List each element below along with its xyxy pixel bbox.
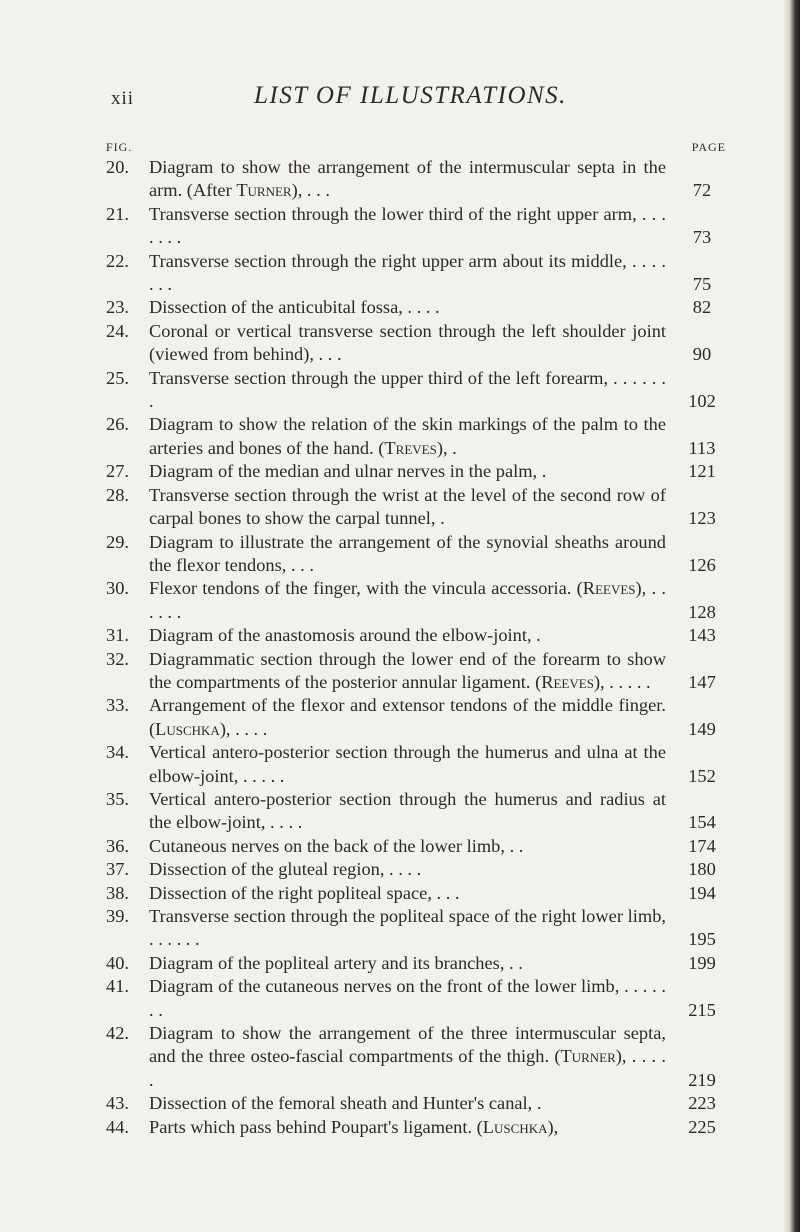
figure-page-number: 219 — [688, 1069, 716, 1090]
list-item — [106, 648, 726, 695]
figure-caption: Diagram of the median and ulnar nerves in the palm, . — [149, 461, 547, 482]
list-item — [106, 975, 726, 1022]
list-item — [106, 531, 726, 578]
figure-caption: Diagrammatic section through the lower end of the forearm to show the compartments of the posterior annular ligament. (Reeves), . . . . . — [149, 648, 666, 692]
figure-caption: Cutaneous nerves on the back of the lower limb, . . — [149, 835, 524, 856]
figure-page-number: 75 — [692, 274, 712, 295]
figure-caption: Transverse section through the lower third of the right upper arm, . . . . . . . — [149, 203, 666, 248]
figure-caption: Diagram to show the relation of the skin markings of the palm to the arteries and bones of the hand. (Treves), . — [149, 414, 666, 458]
figure-caption: Vertical antero-posterior section through the humerus and ulna at the elbow-joint, . . . . . — [149, 742, 666, 786]
list-item — [106, 835, 726, 858]
list-item — [106, 296, 726, 319]
book-spine-edge — [784, 0, 800, 1232]
figure-page-number: 149 — [688, 718, 716, 739]
list-item — [106, 577, 726, 624]
figure-caption: Dissection of the right popliteal space, . . . — [149, 882, 460, 903]
figure-page-number: 195 — [688, 929, 716, 950]
list-item — [106, 1116, 726, 1139]
figure-caption: Transverse section through the upper third of the left forearm, . . . . . . . — [149, 367, 666, 412]
figure-number: 40. — [106, 952, 129, 973]
figure-number: 25. — [106, 367, 129, 388]
figure-number: 37. — [106, 859, 129, 880]
fig-column-heading: FIG. — [106, 140, 133, 154]
figure-page-number: 128 — [688, 601, 716, 622]
figure-caption: Dissection of the gluteal region, . . . . — [149, 859, 422, 880]
figure-caption: Dissection of the femoral sheath and Hunter's canal, . — [149, 1093, 542, 1114]
figure-caption: Diagram of the popliteal artery and its branches, . . — [149, 952, 523, 973]
figure-caption: Transverse section through the popliteal space of the right lower limb, . . . . . . — [149, 906, 666, 950]
figure-number: 24. — [106, 320, 129, 341]
figure-page-number: 102 — [688, 391, 716, 412]
page-column-heading: PAGE — [691, 140, 726, 154]
figure-page-number: 215 — [688, 999, 716, 1020]
figure-number: 39. — [106, 906, 129, 926]
running-title: LIST OF ILLUSTRATIONS. — [254, 82, 567, 109]
figure-number: 32. — [106, 648, 129, 669]
figure-page-number: 147 — [688, 671, 716, 692]
figure-number: 20. — [106, 157, 129, 177]
list-item — [106, 156, 726, 203]
figure-number: 36. — [106, 835, 129, 856]
figure-caption: Vertical antero-posterior section through the humerus and radius at the elbow-joint, . . . . — [149, 788, 666, 833]
page-header — [0, 82, 784, 116]
figure-number: 44. — [106, 1116, 129, 1137]
list-item — [106, 952, 726, 975]
list-item — [106, 460, 726, 483]
figure-number: 31. — [106, 625, 129, 646]
list-item — [106, 694, 726, 741]
figure-number: 43. — [106, 1093, 129, 1114]
figure-caption: Arrangement of the flexor and extensor tendons of the middle finger. (Luschka), . . . . — [149, 695, 666, 739]
figure-page-number: 126 — [688, 554, 716, 575]
list-item — [106, 367, 726, 414]
figure-caption: Transverse section through the right upper arm about its middle, . . . . . . . — [149, 250, 666, 295]
figure-caption: Transverse section through the wrist at the level of the second row of carpal bones to show the carpal tunnel, . — [149, 484, 666, 529]
figure-number: 34. — [106, 742, 129, 763]
figure-caption: Diagram to show the arrangement of the intermuscular septa in the arm. (After Turner), . . . — [149, 157, 666, 201]
figure-page-number: 225 — [688, 1116, 716, 1137]
figure-caption: Coronal or vertical transverse section through the left shoulder joint (viewed from behind), . . . — [149, 320, 666, 365]
list-item — [106, 741, 726, 788]
figure-number: 23. — [106, 297, 129, 318]
figure-page-number: 82 — [692, 297, 712, 318]
figure-page-number: 152 — [688, 765, 716, 786]
figure-page-number: 174 — [688, 835, 716, 856]
figure-page-number: 194 — [688, 882, 716, 903]
figure-page-number: 223 — [688, 1093, 716, 1114]
list-item — [106, 858, 726, 881]
figure-page-number: 123 — [688, 508, 716, 529]
figure-number: 29. — [106, 531, 129, 552]
figure-page-number: 73 — [692, 227, 712, 248]
list-item — [106, 203, 726, 250]
list-item — [106, 320, 726, 367]
figure-number: 42. — [106, 1023, 129, 1044]
figure-number: 28. — [106, 484, 129, 505]
list-item — [106, 413, 726, 460]
figure-number: 22. — [106, 250, 129, 271]
figure-number: 41. — [106, 976, 129, 997]
figure-page-number: 143 — [688, 625, 716, 646]
figure-number: 38. — [106, 882, 129, 903]
figure-page-number: 113 — [688, 437, 716, 458]
figure-number: 35. — [106, 788, 129, 809]
list-item — [106, 250, 726, 297]
figure-caption: Flexor tendons of the finger, with the vincula accessoria. (Reeves), . . . . . . — [149, 578, 666, 622]
figure-caption: Diagram to show the arrangement of the three intermuscular septa, and the three osteo-fascial compartments of the thigh. (Turner), . . . . . — [149, 1023, 666, 1090]
column-headings — [106, 140, 726, 156]
list-item — [106, 624, 726, 647]
figure-page-number: 199 — [688, 952, 716, 973]
page-number: xii — [111, 88, 135, 109]
list-item — [106, 1092, 726, 1115]
figure-caption: Dissection of the anticubital fossa, . . . . — [149, 297, 440, 318]
list-item — [106, 484, 726, 531]
list-item — [106, 905, 726, 952]
figure-caption: Diagram of the anastomosis around the elbow-joint, . — [149, 625, 541, 646]
illustration-list — [106, 156, 726, 1139]
figure-number: 27. — [106, 461, 129, 482]
figure-number: 26. — [106, 414, 129, 435]
figure-page-number: 154 — [688, 812, 716, 833]
figure-page-number: 72 — [692, 180, 712, 201]
figure-page-number: 121 — [688, 461, 716, 482]
figure-caption: Diagram to illustrate the arrangement of the synovial sheaths around the flexor tendons, . . . — [149, 531, 666, 575]
figure-caption: Diagram of the cutaneous nerves on the front of the lower limb, . . . . . . . — [149, 976, 666, 1020]
figure-number: 30. — [106, 578, 129, 599]
list-item — [106, 1022, 726, 1092]
figure-page-number: 180 — [688, 859, 716, 880]
figure-number: 33. — [106, 695, 129, 716]
figure-caption: Parts which pass behind Poupart's ligament. (Luschka), — [149, 1116, 559, 1137]
list-item — [106, 788, 726, 835]
list-item — [106, 882, 726, 905]
figure-number: 21. — [106, 203, 129, 224]
figure-page-number: 90 — [692, 344, 712, 365]
